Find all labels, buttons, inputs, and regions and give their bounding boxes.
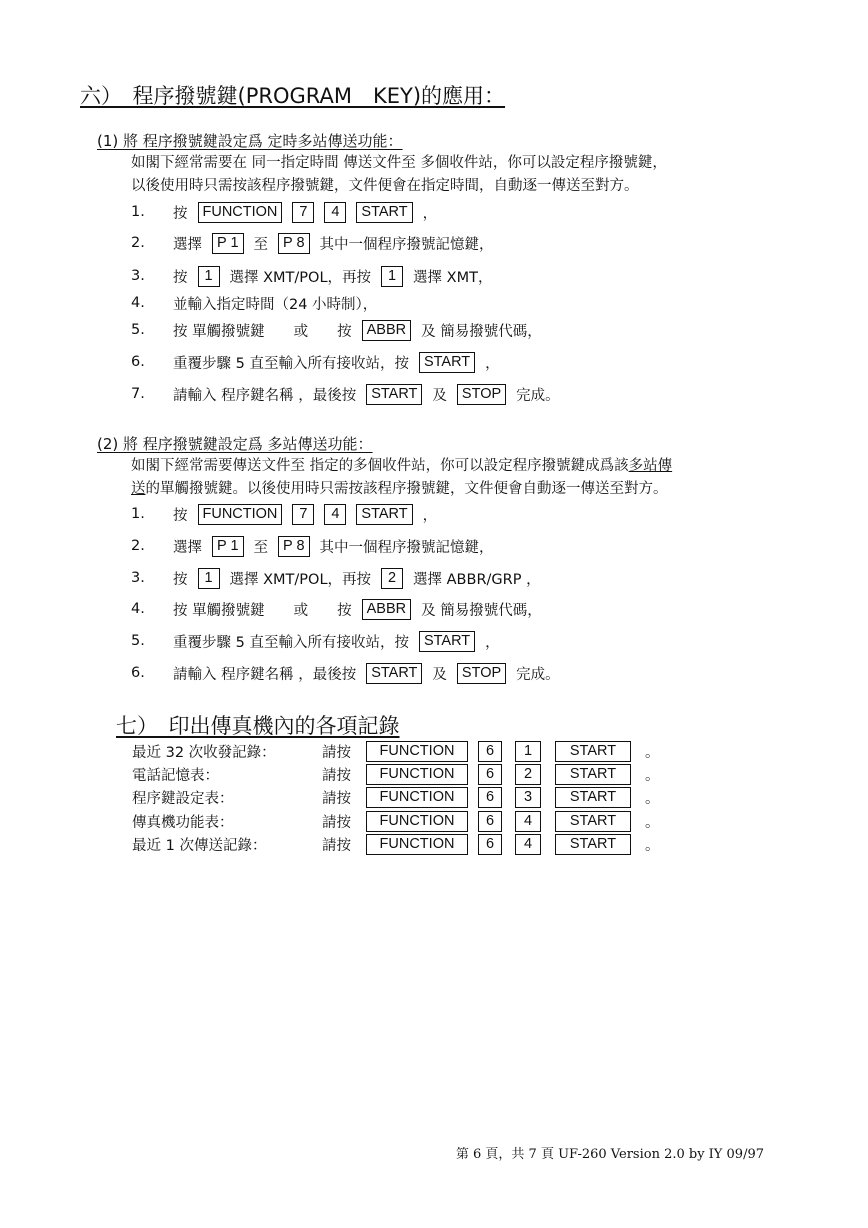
part-1-step-1 xyxy=(131,200,447,224)
key-start: START xyxy=(366,384,422,405)
record-press-text: 請按 xyxy=(322,744,351,761)
part-2-step-4 xyxy=(131,597,552,621)
page-footer: 第 6 頁，共 7 頁 UF-260 Version 2.0 by IY 09/97 xyxy=(455,1147,764,1162)
key-function: FUNCTION xyxy=(366,811,468,832)
record-label: 最近 1 次傳送記錄： xyxy=(132,837,267,854)
part-1-paragraph-line-2: 以後使用時只需按該程序撥號鍵，文件便會在指定時間，自動逐一傳送至對方。 xyxy=(131,178,639,194)
key-4: 4 xyxy=(324,504,346,525)
record-end: 。 xyxy=(645,814,660,831)
key-4: 4 xyxy=(324,202,346,223)
key-start: START xyxy=(366,663,422,684)
part-2-paragraph-line-1: 如閣下經常需要傳送文件至 指定的多個收件站，你可以設定程序撥號鍵成爲該 xyxy=(131,458,629,474)
step-number: 2. xyxy=(131,235,145,251)
step-text: 完成。 xyxy=(516,387,560,404)
part-2-step-3 xyxy=(131,566,551,590)
step-number: 5. xyxy=(131,322,145,338)
key-start: START xyxy=(356,504,412,525)
record-label: 最近 32 次收發記錄： xyxy=(132,744,276,761)
key-function: FUNCTION xyxy=(366,741,468,762)
key-6: 6 xyxy=(478,811,502,832)
step-number: 1. xyxy=(131,204,145,220)
step-text: 重覆步驟 5 直至輸入所有接收站，按 xyxy=(173,355,409,372)
record-label: 程序鍵設定表： xyxy=(132,790,234,807)
step-text: 及 xyxy=(432,666,447,683)
key-start: START xyxy=(555,811,631,832)
key-start: START xyxy=(419,352,475,373)
part-1-step-2 xyxy=(131,231,504,255)
step-number: 3. xyxy=(131,570,145,586)
record-press-text: 請按 xyxy=(322,837,351,854)
step-text: 按 xyxy=(173,507,188,524)
key-p8: P 8 xyxy=(278,536,310,557)
key-6: 6 xyxy=(478,764,502,785)
step-text: 選擇 XMT/POL，再按 xyxy=(229,571,372,588)
step-text: 按 單觸撥號鍵 或 按 xyxy=(173,602,352,619)
step-text: ， xyxy=(485,634,500,651)
step-number: 1. xyxy=(131,506,145,522)
part-2-paragraph-underlined: 送 xyxy=(131,481,146,497)
key-function: FUNCTION xyxy=(366,787,468,808)
part-2-heading: (2) 將 程序撥號鍵設定爲 多站傳送功能： xyxy=(97,435,373,453)
part-2-paragraph-underlined: 多站傳 xyxy=(628,458,673,474)
step-text: 請輸入 程序鍵名稱 ，最後按 xyxy=(173,666,357,683)
key-start: START xyxy=(555,834,631,855)
part-2-paragraph-line-2: 的單觸撥號鍵。以後使用時只需按該程序撥號鍵，文件便會自動逐一傳送至對方。 xyxy=(145,481,668,497)
step-text: 請輸入 程序鍵名稱 ，最後按 xyxy=(173,387,357,404)
key-1: 1 xyxy=(198,266,220,287)
key-7: 7 xyxy=(292,202,314,223)
key-start: START xyxy=(555,741,631,762)
key-digit: 1 xyxy=(515,741,541,762)
key-digit: 4 xyxy=(515,811,541,832)
part-2-step-5 xyxy=(131,629,510,653)
step-text: 按 xyxy=(173,205,188,222)
step-text: 及 簡易撥號代碼， xyxy=(421,323,542,340)
step-number: 4. xyxy=(131,295,145,311)
step-text: ， xyxy=(422,205,438,222)
step-text: 其中一個程序撥號記憶鍵， xyxy=(319,236,494,253)
record-label: 傳真機功能表： xyxy=(132,814,234,831)
step-number: 4. xyxy=(131,601,145,617)
step-text: 選擇 ABBR/GRP ， xyxy=(413,571,541,588)
part-1-paragraph-line-1: 如閣下經常需要在 同一指定時間 傳送文件至 多個收件站，你可以設定程序撥號鍵， xyxy=(131,155,667,171)
step-number: 7. xyxy=(131,386,145,402)
step-text: 至 xyxy=(253,539,269,556)
record-row xyxy=(132,763,660,785)
section-6-title: 六） 程序撥號鍵(PROGRAM KEY)的應用： xyxy=(80,84,506,108)
key-p1: P 1 xyxy=(212,536,244,557)
step-text: ， xyxy=(422,507,438,524)
part-1-step-5 xyxy=(131,318,552,342)
key-1: 1 xyxy=(198,568,220,589)
step-text: 及 xyxy=(432,387,447,404)
step-text: 按 xyxy=(173,269,188,286)
key-start: START xyxy=(555,787,631,808)
key-start: START xyxy=(555,764,631,785)
step-number: 5. xyxy=(131,633,145,649)
record-row xyxy=(132,833,660,855)
record-press-text: 請按 xyxy=(322,767,351,784)
part-2-step-6 xyxy=(131,661,570,685)
step-text: 選擇 xyxy=(173,236,202,253)
step-text: 按 單觸撥號鍵 或 按 xyxy=(173,323,352,340)
record-row xyxy=(132,786,660,808)
record-row xyxy=(132,740,660,762)
part-2-paragraph xyxy=(131,455,672,501)
step-number: 2. xyxy=(131,538,145,554)
part-1-step-7 xyxy=(131,382,570,406)
key-abbr: ABBR xyxy=(362,599,412,620)
record-row xyxy=(132,810,660,832)
step-text: 選擇 XMT/POL，再按 xyxy=(229,269,372,286)
part-2-step-1 xyxy=(131,502,447,526)
key-2: 2 xyxy=(381,568,403,589)
step-text: 完成。 xyxy=(516,666,560,683)
step-text: 其中一個程序撥號記憶鍵， xyxy=(319,539,494,556)
key-p8: P 8 xyxy=(278,233,310,254)
part-1-heading: (1) 將 程序撥號鍵設定爲 定時多站傳送功能： xyxy=(97,132,403,150)
step-number: 3. xyxy=(131,268,145,284)
key-1: 1 xyxy=(381,266,403,287)
part-1-paragraph xyxy=(131,152,667,198)
key-digit: 4 xyxy=(515,834,541,855)
part-2-step-2 xyxy=(131,534,504,558)
key-start: START xyxy=(419,631,475,652)
step-text: 至 xyxy=(253,236,269,253)
step-text: ， xyxy=(485,355,500,372)
key-6: 6 xyxy=(478,741,502,762)
record-end: 。 xyxy=(645,837,660,854)
record-label: 電話記憶表： xyxy=(132,767,219,784)
key-stop: STOP xyxy=(457,384,506,405)
key-start: START xyxy=(356,202,412,223)
key-6: 6 xyxy=(478,834,502,855)
step-number: 6. xyxy=(131,354,145,370)
part-1-step-4 xyxy=(131,291,387,315)
record-end: 。 xyxy=(645,767,660,784)
step-text: 選擇 xyxy=(173,539,202,556)
step-text: 按 xyxy=(173,571,188,588)
key-p1: P 1 xyxy=(212,233,244,254)
step-text: 重覆步驟 5 直至輸入所有接收站，按 xyxy=(173,634,409,651)
record-end: 。 xyxy=(645,744,660,761)
key-digit: 2 xyxy=(515,764,541,785)
key-abbr: ABBR xyxy=(362,320,412,341)
step-text: 並輸入指定時間（24 小時制）， xyxy=(173,296,378,313)
record-press-text: 請按 xyxy=(322,790,351,807)
step-text: 選擇 XMT， xyxy=(413,269,493,286)
step-number: 6. xyxy=(131,665,145,681)
key-6: 6 xyxy=(478,787,502,808)
part-1-step-3 xyxy=(131,264,502,288)
key-7: 7 xyxy=(292,504,314,525)
key-function: FUNCTION xyxy=(198,202,283,223)
record-press-text: 請按 xyxy=(322,814,351,831)
key-function: FUNCTION xyxy=(366,764,468,785)
step-text: 及 簡易撥號代碼， xyxy=(421,602,542,619)
key-function: FUNCTION xyxy=(366,834,468,855)
part-1-step-6 xyxy=(131,350,510,374)
key-function: FUNCTION xyxy=(198,504,283,525)
key-digit: 3 xyxy=(515,787,541,808)
section-7-title: 七） 印出傳真機內的各項記錄 xyxy=(116,714,400,738)
record-end: 。 xyxy=(645,790,660,807)
key-stop: STOP xyxy=(457,663,506,684)
